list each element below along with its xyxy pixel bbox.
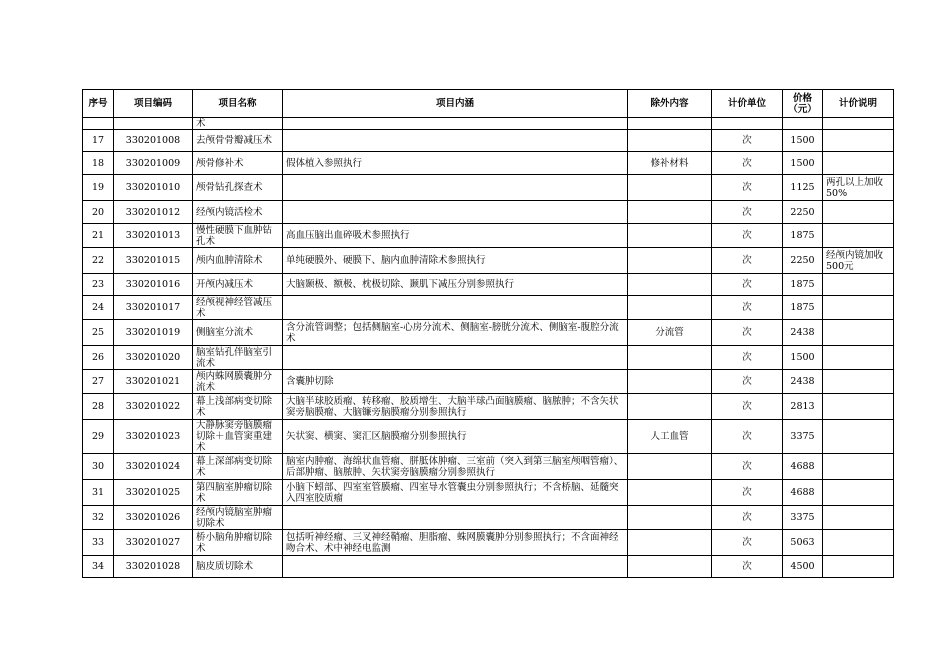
cell-note	[823, 320, 894, 346]
cell-seq: 17	[83, 130, 114, 152]
cell-price: 4688	[783, 480, 823, 506]
cell-name: 脑室钻孔伴脑室引流术	[193, 346, 283, 370]
cell-seq: 29	[83, 420, 114, 454]
cell-note	[823, 201, 894, 224]
cell-excluded	[628, 224, 712, 248]
table-row	[83, 320, 894, 346]
cell-content: 包括听神经瘤、三叉神经鞘瘤、胆脂瘤、蛛网膜囊肿分别参照执行；不含面神经吻合术、术中神经电监测	[283, 530, 628, 556]
cell-price: 1875	[783, 296, 823, 320]
table-row	[83, 201, 894, 224]
cell-seq: 33	[83, 530, 114, 556]
cell-code: 330201017	[114, 296, 193, 320]
cell-excluded: 分流管	[628, 320, 712, 346]
cell-name: 经颅内镜脑室肿瘤切除术	[193, 506, 283, 530]
cell-excluded	[628, 480, 712, 506]
cell-name: 脑皮质切除术	[193, 556, 283, 578]
cell-name: 幕上浅部病变切除术	[193, 394, 283, 420]
table-row	[83, 274, 894, 296]
cell-unit: 次	[712, 556, 783, 578]
table-row	[83, 296, 894, 320]
cell-name: 去颅骨骨瓣减压术	[193, 130, 283, 152]
header-excluded: 除外内容	[628, 90, 712, 118]
header-seq: 序号	[83, 90, 114, 118]
cell-note	[823, 130, 894, 152]
table-row	[83, 420, 894, 454]
cell-unit: 次	[712, 394, 783, 420]
cell-note	[823, 480, 894, 506]
cell-price: 1125	[783, 175, 823, 201]
cell-unit: 次	[712, 274, 783, 296]
cell-price: 4688	[783, 454, 823, 480]
cell-seq: 20	[83, 201, 114, 224]
cell-content: 矢状窦、横窦、窦汇区脑膜瘤分别参照执行	[283, 420, 628, 454]
cell-code: 330201010	[114, 175, 193, 201]
cell-unit: 次	[712, 370, 783, 394]
cell-excluded	[628, 201, 712, 224]
cell-unit: 次	[712, 152, 783, 175]
cell-content	[283, 130, 628, 152]
cell-unit: 次	[712, 506, 783, 530]
cell-unit: 次	[712, 224, 783, 248]
cell-seq: 25	[83, 320, 114, 346]
cell-code: 330201009	[114, 152, 193, 175]
cell-unit: 次	[712, 201, 783, 224]
cell-name: 幕上深部病变切除术	[193, 454, 283, 480]
cell-code: 330201020	[114, 346, 193, 370]
cell-code: 330201016	[114, 274, 193, 296]
cell-content	[283, 175, 628, 201]
cell-seq: 34	[83, 556, 114, 578]
cell-excluded	[628, 274, 712, 296]
price-table	[82, 89, 894, 578]
table-row	[83, 556, 894, 578]
cell-unit: 次	[712, 480, 783, 506]
cell-excluded	[628, 370, 712, 394]
cell-code: 330201027	[114, 530, 193, 556]
cell-note	[823, 420, 894, 454]
cell-seq: 27	[83, 370, 114, 394]
cell-unit: 次	[712, 175, 783, 201]
cell-name: 侧脑室分流术	[193, 320, 283, 346]
cell-content: 单纯硬膜外、硬膜下、脑内血肿清除术参照执行	[283, 248, 628, 274]
cell-note	[823, 274, 894, 296]
cell-price: 3375	[783, 420, 823, 454]
cell-content: 小脑下蚓部、四室室管膜瘤、四室导水管囊虫分别参照执行；不含桥脑、延髓突入四室胶质瘤	[283, 480, 628, 506]
cell-content: 大脑颞极、额极、枕极切除、颞肌下减压分别参照执行	[283, 274, 628, 296]
header-name: 项目名称	[193, 90, 283, 118]
cell-unit: 次	[712, 296, 783, 320]
cell-code: 330201025	[114, 480, 193, 506]
cell-code: 330201028	[114, 556, 193, 578]
cell-name: 第四脑室肿瘤切除术	[193, 480, 283, 506]
cell-unit: 次	[712, 248, 783, 274]
cell-note	[823, 152, 894, 175]
cell-unit: 次	[712, 346, 783, 370]
cell-excluded	[628, 346, 712, 370]
cell-price: 2250	[783, 201, 823, 224]
header-row	[83, 90, 894, 118]
cell-content: 脑室内肿瘤、海绵状血管瘤、胼胝体肿瘤、三室前（突入到第三脑室颅咽管瘤）、后部肿瘤、脑脓肿、矢状窦旁脑膜瘤分别参照执行	[283, 454, 628, 480]
cell-code: 330201026	[114, 506, 193, 530]
cell-price: 4500	[783, 556, 823, 578]
cell-excluded	[628, 454, 712, 480]
cell-unit: 次	[712, 320, 783, 346]
cell-seq: 31	[83, 480, 114, 506]
cell-seq: 30	[83, 454, 114, 480]
cell-unit	[712, 118, 783, 130]
header-content: 项目内涵	[283, 90, 628, 118]
cell-name: 大静脉窦旁脑膜瘤切除＋血管窦重建术	[193, 420, 283, 454]
cell-unit: 次	[712, 530, 783, 556]
cell-code: 330201012	[114, 201, 193, 224]
cell-code: 330201021	[114, 370, 193, 394]
cell-name: 经颅视神经管减压术	[193, 296, 283, 320]
cell-excluded	[628, 394, 712, 420]
cell-code: 330201023	[114, 420, 193, 454]
cell-content	[283, 346, 628, 370]
cell-note	[823, 224, 894, 248]
cell-unit: 次	[712, 130, 783, 152]
header-note: 计价说明	[823, 90, 894, 118]
cell-name: 桥小脑角肿瘤切除术	[193, 530, 283, 556]
cell-excluded	[628, 556, 712, 578]
cell-price: 1875	[783, 224, 823, 248]
cell-price: 2438	[783, 320, 823, 346]
cell-name: 颅骨钻孔探查术	[193, 175, 283, 201]
cell-excluded	[628, 296, 712, 320]
cell-content: 高血压脑出血碎吸术参照执行	[283, 224, 628, 248]
table-row	[83, 454, 894, 480]
header-price: 价格（元）	[783, 90, 823, 118]
table-row	[83, 370, 894, 394]
cell-code: 330201024	[114, 454, 193, 480]
cell-content	[283, 201, 628, 224]
cell-note	[823, 506, 894, 530]
table-row	[83, 130, 894, 152]
table-row	[83, 346, 894, 370]
cell-content	[283, 506, 628, 530]
cell-price: 2250	[783, 248, 823, 274]
table-row	[83, 506, 894, 530]
cell-name: 慢性硬膜下血肿钻孔术	[193, 224, 283, 248]
cell-content: 假体植入参照执行	[283, 152, 628, 175]
cell-seq: 22	[83, 248, 114, 274]
cell-name: 术	[193, 118, 283, 130]
cell-seq: 18	[83, 152, 114, 175]
cell-content	[283, 296, 628, 320]
header-code: 项目编码	[114, 90, 193, 118]
table-row	[83, 480, 894, 506]
cell-content: 大脑半球胶质瘤、转移瘤、胶质增生、大脑半球凸面脑膜瘤、脑脓肿；不含矢状窦旁脑膜瘤、大脑镰旁脑膜瘤分别参照执行	[283, 394, 628, 420]
table-row	[83, 394, 894, 420]
cell-note	[823, 394, 894, 420]
cell-code: 330201022	[114, 394, 193, 420]
cell-price: 5063	[783, 530, 823, 556]
cell-note: 两孔以上加收50%	[823, 175, 894, 201]
continuation-row	[83, 118, 894, 130]
cell-name: 开颅内减压术	[193, 274, 283, 296]
cell-price: 3375	[783, 506, 823, 530]
cell-seq: 23	[83, 274, 114, 296]
cell-name: 颅内血肿清除术	[193, 248, 283, 274]
cell-excluded	[628, 118, 712, 130]
cell-seq: 24	[83, 296, 114, 320]
cell-price	[783, 118, 823, 130]
cell-code: 330201008	[114, 130, 193, 152]
cell-seq: 32	[83, 506, 114, 530]
cell-content: 含囊肿切除	[283, 370, 628, 394]
cell-name: 经颅内镜活检术	[193, 201, 283, 224]
cell-code	[114, 118, 193, 130]
cell-seq: 19	[83, 175, 114, 201]
cell-content	[283, 118, 628, 130]
cell-seq	[83, 118, 114, 130]
cell-price: 2813	[783, 394, 823, 420]
cell-excluded	[628, 506, 712, 530]
cell-note: 经颅内镜加收500元	[823, 248, 894, 274]
cell-price: 1500	[783, 346, 823, 370]
cell-price: 1500	[783, 130, 823, 152]
table-row	[83, 175, 894, 201]
cell-code: 330201015	[114, 248, 193, 274]
cell-seq: 28	[83, 394, 114, 420]
cell-price: 1875	[783, 274, 823, 296]
cell-note	[823, 454, 894, 480]
cell-seq: 21	[83, 224, 114, 248]
cell-excluded: 修补材料	[628, 152, 712, 175]
cell-note	[823, 370, 894, 394]
cell-note	[823, 556, 894, 578]
cell-name: 颅内蛛网膜囊肿分流术	[193, 370, 283, 394]
cell-note	[823, 118, 894, 130]
cell-price: 1500	[783, 152, 823, 175]
cell-excluded	[628, 175, 712, 201]
cell-content	[283, 556, 628, 578]
cell-unit: 次	[712, 454, 783, 480]
cell-price: 2438	[783, 370, 823, 394]
cell-excluded	[628, 130, 712, 152]
cell-note	[823, 346, 894, 370]
cell-code: 330201019	[114, 320, 193, 346]
cell-excluded	[628, 530, 712, 556]
table-row	[83, 530, 894, 556]
cell-name: 颅骨修补术	[193, 152, 283, 175]
cell-seq: 26	[83, 346, 114, 370]
cell-code: 330201013	[114, 224, 193, 248]
cell-excluded	[628, 248, 712, 274]
cell-content: 含分流管调整；包括侧脑室-心房分流术、侧脑室-膀胱分流术、侧脑室-腹腔分流术	[283, 320, 628, 346]
cell-unit: 次	[712, 420, 783, 454]
table-row	[83, 152, 894, 175]
table-row	[83, 224, 894, 248]
cell-note	[823, 296, 894, 320]
cell-excluded: 人工血管	[628, 420, 712, 454]
header-unit: 计价单位	[712, 90, 783, 118]
cell-note	[823, 530, 894, 556]
table-row	[83, 248, 894, 274]
